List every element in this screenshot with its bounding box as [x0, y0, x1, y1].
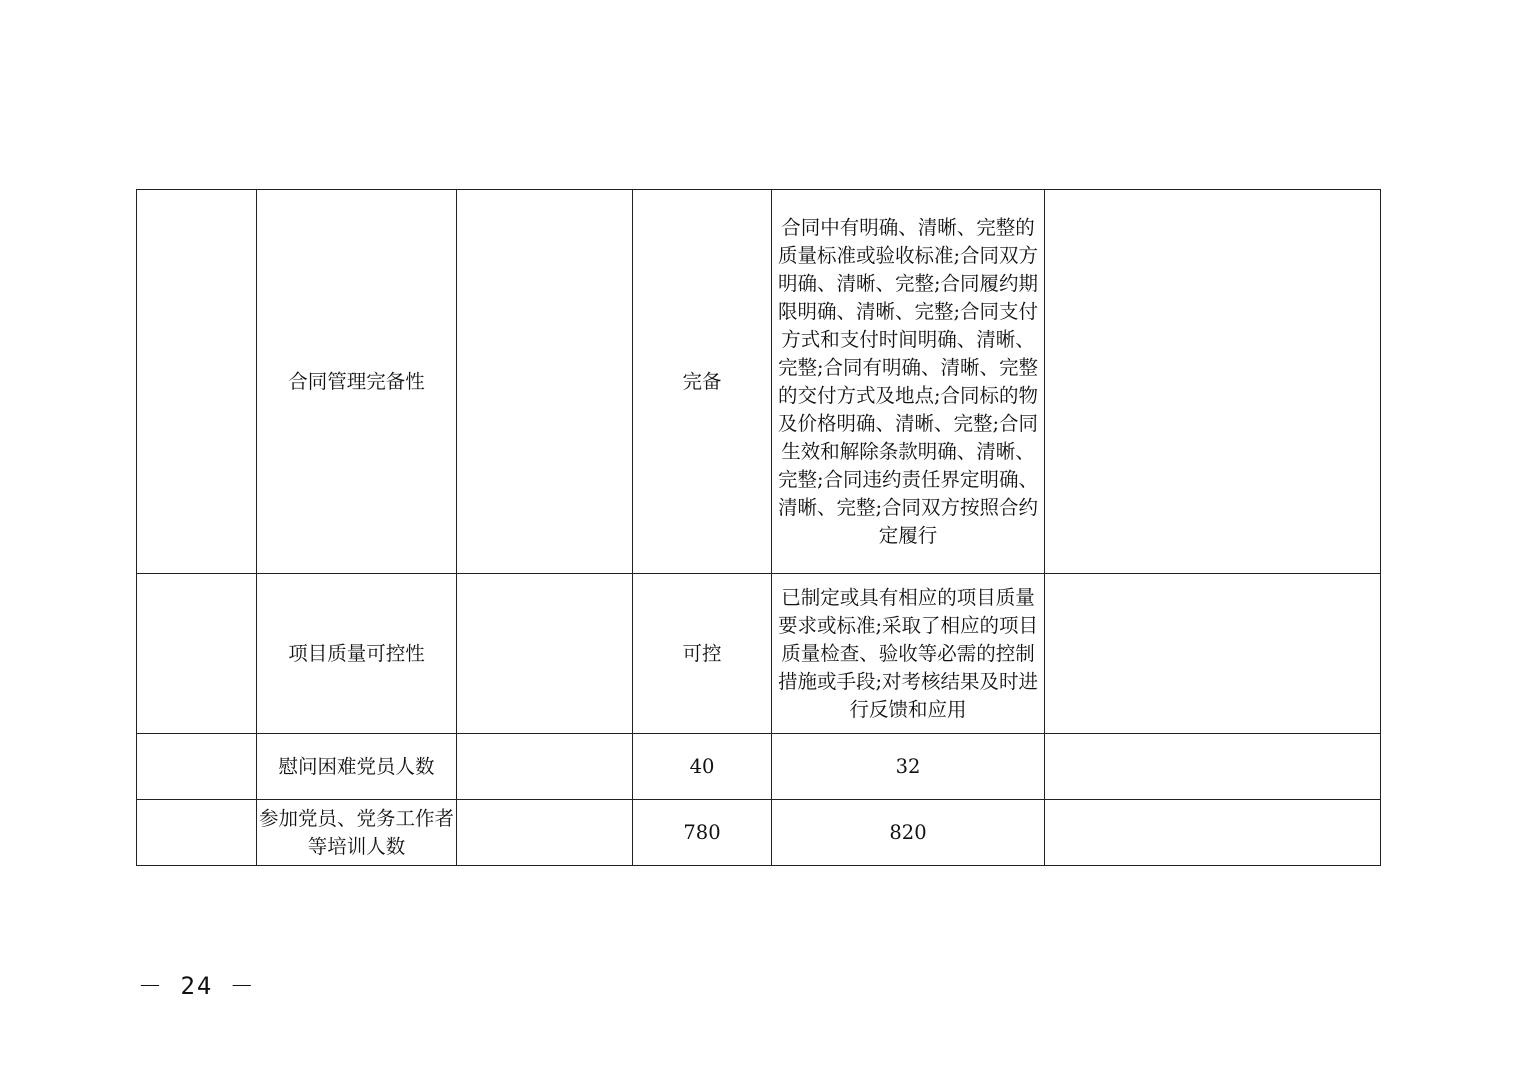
table-cell-indicator: 慰问困难党员人数	[257, 734, 457, 800]
table-cell-level3	[457, 800, 633, 866]
table-cell-remark	[1045, 734, 1381, 800]
table-cell-indicator: 合同管理完备性	[257, 190, 457, 574]
table-cell-target: 40	[633, 734, 772, 800]
page-number: － 24 －	[138, 972, 256, 1000]
table-cell-level3	[457, 574, 633, 734]
table-cell-level1	[137, 574, 257, 734]
table-cell-remark	[1045, 800, 1381, 866]
table-cell-actual: 已制定或具有相应的项目质量要求或标准;采取了相应的项目质量检查、验收等必需的控制措施或手段;对考核结果及时进行反馈和应用	[772, 574, 1045, 734]
table-cell-target: 可控	[633, 574, 772, 734]
table-cell-level1	[137, 190, 257, 574]
table-cell-level1	[137, 800, 257, 866]
table-cell-actual: 32	[772, 734, 1045, 800]
table-cell-target: 完备	[633, 190, 772, 574]
table-cell-remark	[1045, 574, 1381, 734]
table-cell-actual: 820	[772, 800, 1045, 866]
table-cell-level3	[457, 734, 633, 800]
table-cell-level1	[137, 734, 257, 800]
table-row	[137, 800, 1381, 866]
table-cell-remark	[1045, 190, 1381, 574]
table-row	[137, 734, 1381, 800]
table-cell-target: 780	[633, 800, 772, 866]
table-cell-actual: 合同中有明确、清晰、完整的质量标准或验收标准;合同双方明确、清晰、完整;合同履约期限明确、清晰、完整;合同支付方式和支付时间明确、清晰、完整;合同有明确、清晰、完整的交付方式及地点;合同标的物及价格明确、清晰、完整;合同生效和解除条款明确、清晰、完整;合同违约责任界定明确、清晰、完整;合同双方按照合约定履行	[772, 190, 1045, 574]
table-cell-indicator: 参加党员、党务工作者等培训人数	[257, 800, 457, 866]
table-row	[137, 190, 1381, 574]
table-cell-level3	[457, 190, 633, 574]
table-cell-indicator: 项目质量可控性	[257, 574, 457, 734]
table-row	[137, 574, 1381, 734]
performance-indicator-table	[136, 189, 1381, 866]
